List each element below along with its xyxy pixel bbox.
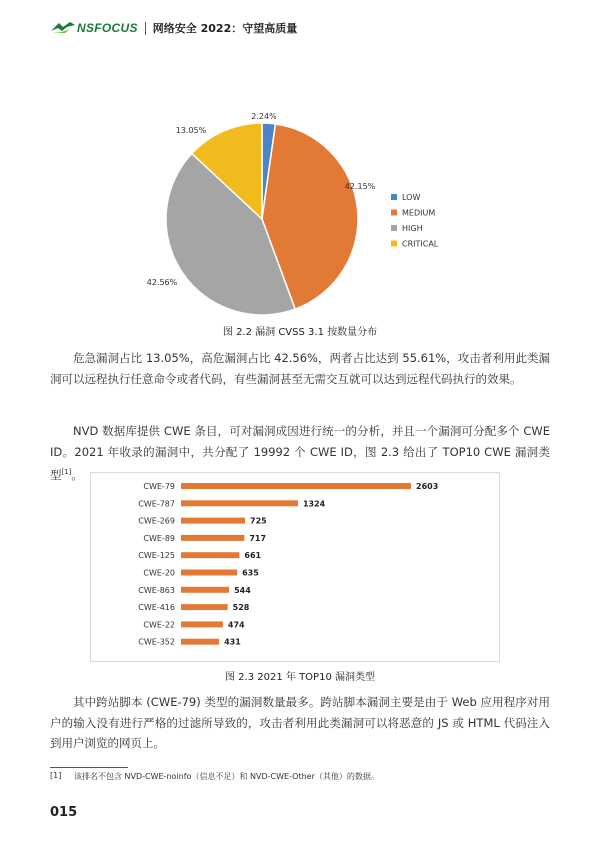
- pie-value-label-medium: 42.15%: [344, 182, 376, 191]
- pie-value-label-critical: 13.05%: [175, 126, 207, 135]
- pie-value-label-low: 2.24%: [251, 112, 277, 121]
- legend-label-low: LOW: [402, 193, 421, 202]
- bar-cwe-22: [181, 621, 223, 627]
- bar-value-label: 661: [244, 551, 262, 561]
- bar-category-label: CWE-79: [143, 482, 175, 491]
- bar-category-label: CWE-20: [143, 568, 175, 578]
- paragraph-2-end: 。: [71, 467, 83, 482]
- paragraph-1: [50, 348, 550, 389]
- paragraph-3-text: 其中跨站脚本 (CWE-79) 类型的漏洞数量最多。跨站脚本漏洞主要是由于 Web 应用程序对用户的输入没有进行严格的过滤所导致的，攻击者利用此类漏洞可以将恶意的 JS 或 HTML 代码注入到用户浏览的网页上。: [50, 695, 550, 750]
- logo-text: NSFOCUS: [77, 21, 138, 35]
- bar-category-label: CWE-89: [143, 533, 175, 543]
- bar-value-label: 544: [234, 585, 251, 595]
- bar-cwe-89: [181, 535, 244, 541]
- legend-swatch-low: [391, 194, 397, 200]
- bar-category-label: CWE-863: [138, 585, 175, 595]
- bar-cwe-863: [181, 587, 229, 593]
- footnote-reference[interactable]: [1]: [61, 468, 72, 476]
- paragraph-2-body: NVD 数据库提供 CWE 条目，可对漏洞成因进行统一的分析，并且一个漏洞可分配多个 CWE ID。2021 年收录的漏洞中，共分配了 19992 个 CWE ID，图 2.3 给出了 TOP10 CWE 漏洞类型: [50, 424, 550, 482]
- footnote-divider: [50, 767, 128, 768]
- bar-value-label: 528: [232, 603, 250, 613]
- page-number: 015: [50, 805, 78, 820]
- figure-2-3-caption: 图 2.3 2021 年 TOP10 漏洞类型: [225, 672, 375, 683]
- footnote-text: 该排名不包含 NVD-CWE-noinfo（信息不足）和 NVD-CWE-Other（其他）的数据。: [74, 772, 379, 781]
- header-title: 网络安全 2022：守望高质量: [152, 22, 298, 35]
- legend-label-medium: MEDIUM: [402, 208, 436, 218]
- bar-category-label: CWE-416: [138, 603, 175, 613]
- bar-category-label: CWE-125: [138, 551, 175, 561]
- bar-cwe-416: [181, 604, 228, 610]
- bar-cwe-79: [181, 483, 411, 489]
- bar-value-label: 2603: [416, 482, 439, 491]
- bar-category-label: CWE-787: [138, 499, 175, 509]
- nsfocus-logo-icon: [50, 20, 76, 36]
- figure-2-2-caption: 图 2.2 漏洞 CVSS 3.1 按数量分布: [222, 327, 378, 338]
- bar-cwe-787: [181, 500, 298, 506]
- bar-cwe-269: [181, 518, 245, 524]
- legend-swatch-critical: [391, 241, 397, 247]
- bar-value-label: 1324: [302, 499, 326, 509]
- bar-value-label: 725: [250, 516, 267, 526]
- bar-category-label: CWE-22: [143, 620, 175, 630]
- bar-value-label: 431: [224, 637, 241, 647]
- bar-value-label: 717: [249, 533, 267, 543]
- pie-chart: [0, 95, 600, 325]
- bar-cwe-352: [181, 639, 219, 645]
- legend-swatch-high: [391, 225, 397, 231]
- legend-swatch-medium: [391, 210, 397, 216]
- footnote-mark: [1]: [50, 771, 62, 780]
- paragraph-1-text: 危急漏洞占比 13.05%，高危漏洞占比 42.56%，两者占比达到 55.61%，攻击者利用此类漏洞可以远程执行任意命令或者代码，有些漏洞甚至无需交互就可以达到远程代码执行的效果。: [50, 351, 550, 386]
- bar-value-label: 474: [227, 620, 245, 630]
- bar-value-label: 635: [242, 568, 259, 578]
- pie-value-label-high: 42.56%: [146, 278, 178, 287]
- paragraph-3: [50, 692, 550, 754]
- nsfocus-logo: [50, 20, 138, 36]
- page-header: [50, 18, 297, 38]
- bar-cwe-125: [181, 552, 239, 558]
- footnote: [50, 771, 379, 782]
- legend-label-high: HIGH: [402, 224, 423, 233]
- bar-chart: [90, 472, 498, 660]
- bar-category-label: CWE-352: [138, 637, 175, 647]
- bar-category-label: CWE-269: [138, 516, 175, 526]
- legend-label-critical: CRITICAL: [402, 239, 439, 249]
- bar-cwe-20: [181, 570, 237, 576]
- header-divider: [145, 22, 146, 35]
